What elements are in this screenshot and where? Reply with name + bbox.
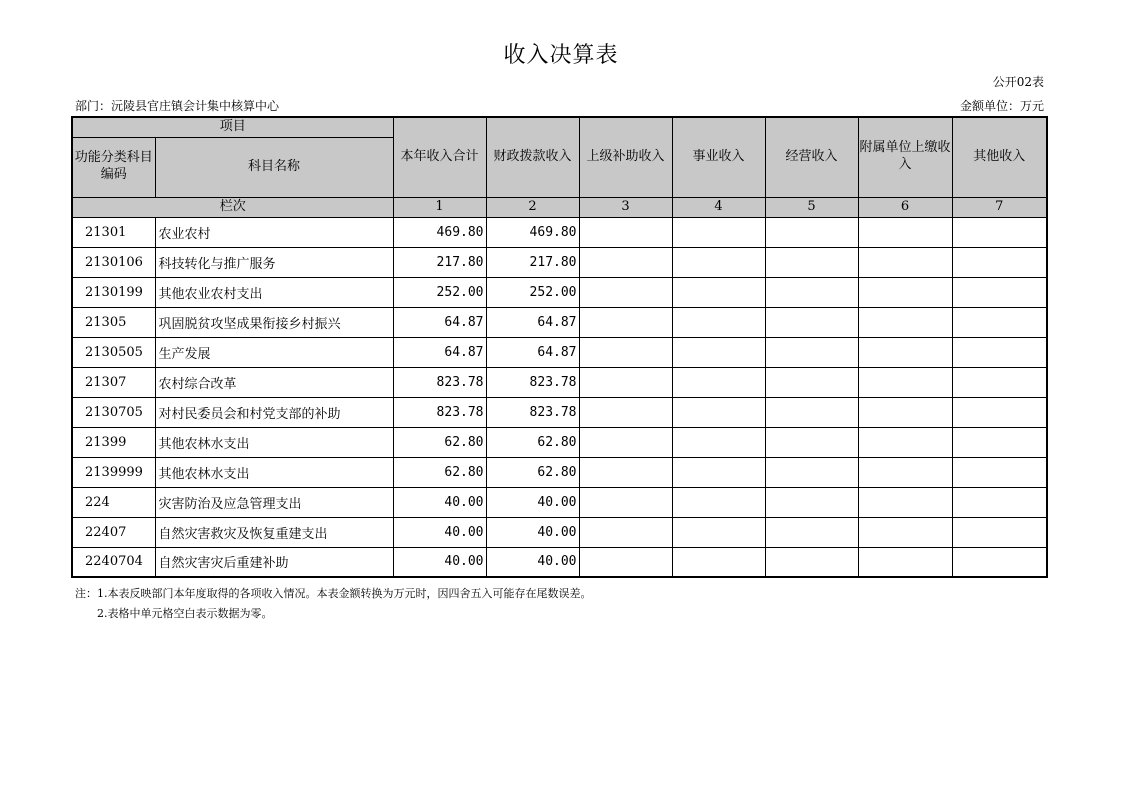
row-value-col-4 bbox=[672, 487, 765, 517]
note-2: 2.表格中单元格空白表示数据为零。 bbox=[97, 607, 273, 620]
row-value-col-1: 62.80 bbox=[393, 457, 486, 487]
row-value-col-5 bbox=[765, 487, 858, 517]
row-value-col-6 bbox=[858, 367, 952, 397]
row-code: 2130505 bbox=[72, 337, 155, 367]
row-value-col-6 bbox=[858, 547, 952, 577]
row-value-col-3 bbox=[579, 457, 672, 487]
row-value-col-1: 64.87 bbox=[393, 337, 486, 367]
row-value-col-3 bbox=[579, 277, 672, 307]
row-value-col-3 bbox=[579, 547, 672, 577]
row-subject-name: 农村综合改革 bbox=[155, 367, 393, 397]
row-value-col-5 bbox=[765, 397, 858, 427]
row-subject-name: 农业农村 bbox=[155, 217, 393, 247]
row-value-col-6 bbox=[858, 307, 952, 337]
row-value-col-5 bbox=[765, 247, 858, 277]
row-code: 21307 bbox=[72, 367, 155, 397]
page-title: 收入决算表 bbox=[503, 43, 619, 68]
income-table bbox=[71, 116, 1048, 578]
note-1: 注：1.本表反映部门本年度取得的各项收入情况。本表金额转换为万元时，因四舍五入可能存在尾数误差。 bbox=[75, 587, 592, 600]
table-row bbox=[72, 277, 1047, 307]
row-value-col-4 bbox=[672, 517, 765, 547]
row-code: 224 bbox=[72, 487, 155, 517]
row-value-col-3 bbox=[579, 307, 672, 337]
row-subject-name: 巩固脱贫攻坚成果衔接乡村振兴 bbox=[155, 307, 393, 337]
table-row bbox=[72, 547, 1047, 577]
row-value-col-6 bbox=[858, 277, 952, 307]
row-value-col-5 bbox=[765, 307, 858, 337]
col-number: 1 bbox=[393, 197, 486, 217]
row-value-col-7 bbox=[952, 397, 1047, 427]
row-value-col-5 bbox=[765, 367, 858, 397]
row-value-col-5 bbox=[765, 277, 858, 307]
row-value-col-7 bbox=[952, 247, 1047, 277]
row-value-col-3 bbox=[579, 337, 672, 367]
row-value-col-2: 62.80 bbox=[486, 457, 579, 487]
department-label: 部门：沅陵县官庄镇会计集中核算中心 bbox=[75, 99, 280, 113]
row-value-col-3 bbox=[579, 487, 672, 517]
col-number: 5 bbox=[765, 197, 858, 217]
row-value-col-6 bbox=[858, 427, 952, 457]
col-number: 4 bbox=[672, 197, 765, 217]
row-value-col-5 bbox=[765, 517, 858, 547]
row-value-col-5 bbox=[765, 457, 858, 487]
header-col-superior: 上级补助收入 bbox=[579, 117, 672, 197]
row-value-col-7 bbox=[952, 457, 1047, 487]
table-row bbox=[72, 517, 1047, 547]
row-value-col-3 bbox=[579, 367, 672, 397]
row-value-col-6 bbox=[858, 397, 952, 427]
row-label: 栏次 bbox=[72, 197, 393, 217]
row-value-col-4 bbox=[672, 217, 765, 247]
row-value-col-4 bbox=[672, 397, 765, 427]
row-value-col-4 bbox=[672, 307, 765, 337]
row-code: 21301 bbox=[72, 217, 155, 247]
row-value-col-2: 252.00 bbox=[486, 277, 579, 307]
row-value-col-1: 64.87 bbox=[393, 307, 486, 337]
row-value-col-7 bbox=[952, 547, 1047, 577]
row-value-col-1: 823.78 bbox=[393, 397, 486, 427]
header-subject-name: 科目名称 bbox=[155, 137, 393, 197]
amount-unit-label: 金额单位：万元 bbox=[959, 99, 1044, 113]
table-row bbox=[72, 307, 1047, 337]
row-value-col-3 bbox=[579, 217, 672, 247]
row-value-col-7 bbox=[952, 337, 1047, 367]
row-value-col-6 bbox=[858, 517, 952, 547]
header-col-other: 其他收入 bbox=[952, 117, 1047, 197]
column-number-row bbox=[72, 197, 1047, 217]
table-row bbox=[72, 457, 1047, 487]
row-value-col-3 bbox=[579, 397, 672, 427]
row-value-col-2: 823.78 bbox=[486, 397, 579, 427]
row-value-col-3 bbox=[579, 247, 672, 277]
row-value-col-1: 823.78 bbox=[393, 367, 486, 397]
row-code: 2240704 bbox=[72, 547, 155, 577]
row-subject-name: 其他农林水支出 bbox=[155, 427, 393, 457]
row-value-col-1: 40.00 bbox=[393, 547, 486, 577]
row-subject-name: 自然灾害灾后重建补助 bbox=[155, 547, 393, 577]
row-value-col-4 bbox=[672, 427, 765, 457]
col-number: 6 bbox=[858, 197, 952, 217]
row-code: 2130199 bbox=[72, 277, 155, 307]
row-value-col-1: 40.00 bbox=[393, 487, 486, 517]
table-row bbox=[72, 217, 1047, 247]
header-col-operating: 经营收入 bbox=[765, 117, 858, 197]
row-value-col-3 bbox=[579, 427, 672, 457]
row-subject-name: 其他农林水支出 bbox=[155, 457, 393, 487]
row-value-col-7 bbox=[952, 367, 1047, 397]
row-subject-name: 灾害防治及应急管理支出 bbox=[155, 487, 393, 517]
row-value-col-3 bbox=[579, 517, 672, 547]
row-value-col-6 bbox=[858, 217, 952, 247]
row-value-col-6 bbox=[858, 247, 952, 277]
table-row bbox=[72, 487, 1047, 517]
row-value-col-2: 469.80 bbox=[486, 217, 579, 247]
row-code: 2130705 bbox=[72, 397, 155, 427]
row-code: 21399 bbox=[72, 427, 155, 457]
col-number: 7 bbox=[952, 197, 1047, 217]
table-row bbox=[72, 427, 1047, 457]
header-func-code: 功能分类科目编码 bbox=[72, 137, 155, 197]
table-row bbox=[72, 247, 1047, 277]
row-code: 2139999 bbox=[72, 457, 155, 487]
row-subject-name: 生产发展 bbox=[155, 337, 393, 367]
row-value-col-7 bbox=[952, 307, 1047, 337]
row-code: 21305 bbox=[72, 307, 155, 337]
row-value-col-1: 62.80 bbox=[393, 427, 486, 457]
row-value-col-2: 62.80 bbox=[486, 427, 579, 457]
row-subject-name: 其他农业农村支出 bbox=[155, 277, 393, 307]
row-value-col-2: 40.00 bbox=[486, 547, 579, 577]
row-value-col-2: 64.87 bbox=[486, 307, 579, 337]
header-project: 项目 bbox=[72, 117, 393, 137]
row-code: 2130106 bbox=[72, 247, 155, 277]
form-number: 公开02表 bbox=[992, 75, 1044, 89]
header-col-total: 本年收入合计 bbox=[393, 117, 486, 197]
table-row bbox=[72, 397, 1047, 427]
row-value-col-1: 252.00 bbox=[393, 277, 486, 307]
row-value-col-4 bbox=[672, 367, 765, 397]
row-value-col-1: 217.80 bbox=[393, 247, 486, 277]
row-value-col-7 bbox=[952, 277, 1047, 307]
row-value-col-5 bbox=[765, 427, 858, 457]
row-value-col-2: 40.00 bbox=[486, 517, 579, 547]
row-code: 22407 bbox=[72, 517, 155, 547]
row-value-col-4 bbox=[672, 247, 765, 277]
table-row bbox=[72, 367, 1047, 397]
col-number: 3 bbox=[579, 197, 672, 217]
table-row bbox=[72, 337, 1047, 367]
row-subject-name: 科技转化与推广服务 bbox=[155, 247, 393, 277]
row-value-col-6 bbox=[858, 337, 952, 367]
row-value-col-6 bbox=[858, 457, 952, 487]
row-value-col-7 bbox=[952, 517, 1047, 547]
row-value-col-7 bbox=[952, 217, 1047, 247]
row-value-col-4 bbox=[672, 457, 765, 487]
header-col-fiscal: 财政拨款收入 bbox=[486, 117, 579, 197]
row-subject-name: 自然灾害救灾及恢复重建支出 bbox=[155, 517, 393, 547]
row-value-col-4 bbox=[672, 547, 765, 577]
row-value-col-7 bbox=[952, 487, 1047, 517]
row-value-col-2: 823.78 bbox=[486, 367, 579, 397]
row-subject-name: 对村民委员会和村党支部的补助 bbox=[155, 397, 393, 427]
row-value-col-7 bbox=[952, 427, 1047, 457]
row-value-col-5 bbox=[765, 217, 858, 247]
row-value-col-4 bbox=[672, 277, 765, 307]
row-value-col-2: 64.87 bbox=[486, 337, 579, 367]
row-value-col-6 bbox=[858, 487, 952, 517]
header-col-business: 事业收入 bbox=[672, 117, 765, 197]
row-value-col-5 bbox=[765, 547, 858, 577]
row-value-col-2: 217.80 bbox=[486, 247, 579, 277]
header-col-affiliate: 附属单位上缴收入 bbox=[858, 117, 952, 197]
notes bbox=[75, 584, 592, 624]
row-value-col-1: 40.00 bbox=[393, 517, 486, 547]
row-value-col-1: 469.80 bbox=[393, 217, 486, 247]
row-value-col-2: 40.00 bbox=[486, 487, 579, 517]
row-value-col-5 bbox=[765, 337, 858, 367]
col-number: 2 bbox=[486, 197, 579, 217]
row-value-col-4 bbox=[672, 337, 765, 367]
